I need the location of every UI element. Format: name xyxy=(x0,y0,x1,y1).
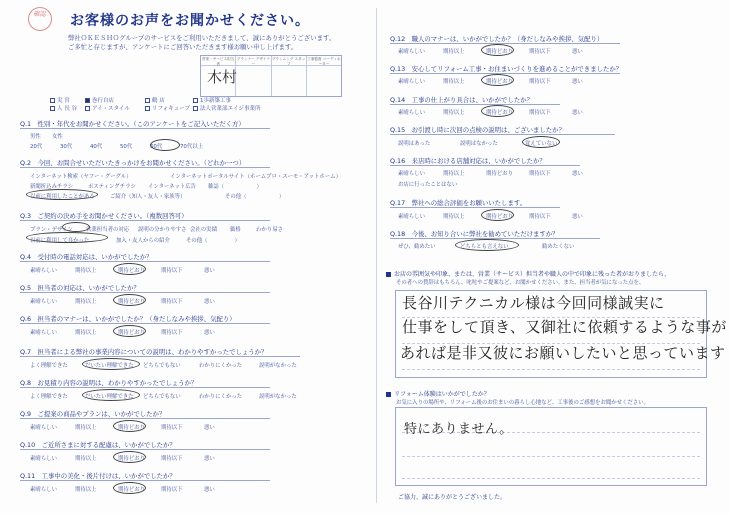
option[interactable]: 営業担当者の対応 xyxy=(86,227,130,233)
option[interactable]: 期待以下 xyxy=(161,268,183,274)
question-underline xyxy=(20,220,270,221)
option[interactable]: 期待どおり xyxy=(118,268,145,274)
question-underline xyxy=(20,261,270,262)
option[interactable]: 50代 xyxy=(120,144,133,150)
option[interactable]: わかりにくかった xyxy=(199,363,243,369)
handwritten-staff-name: 木村 xyxy=(207,68,238,86)
option[interactable]: 期待以上 xyxy=(75,330,97,336)
option[interactable]: だいたい理解できた xyxy=(85,394,134,400)
option[interactable]: 期待どおり xyxy=(486,171,513,177)
comment-rule xyxy=(402,369,700,370)
category-checkbox[interactable]: リフォキューブ xyxy=(145,104,190,112)
category-checkbox[interactable]: アイ・スタイル xyxy=(85,104,130,112)
question-underline xyxy=(20,323,270,324)
option[interactable]: 素晴らしい xyxy=(30,425,57,431)
category-checkbox[interactable]: 実 宮 xyxy=(50,96,70,104)
option[interactable]: 会社の実績 xyxy=(190,227,217,233)
option[interactable]: 価格 xyxy=(230,227,241,233)
option[interactable]: 女性 xyxy=(52,134,63,140)
answer-circle xyxy=(82,389,140,401)
option[interactable]: 期待以上 xyxy=(75,487,97,493)
option[interactable]: 期待以上 xyxy=(443,110,465,116)
question-q2: Q.2 今回、お問合せいただいたきっかけをお聞かせください。（どれか一つ） xyxy=(20,159,246,167)
option[interactable]: 雑誌（ ） xyxy=(208,184,262,190)
option[interactable]: ポスティングチラシ xyxy=(88,184,136,190)
answer-circle xyxy=(113,482,146,494)
option[interactable]: 素晴らしい xyxy=(398,214,425,220)
category-checkbox[interactable]: 1歩新築工事 xyxy=(193,96,231,104)
question-underline xyxy=(390,134,615,135)
question-q3: Q.3 ご契約の決め手をお聞かせください。（複数回答可） xyxy=(20,212,188,220)
option[interactable]: 期待以上 xyxy=(75,456,97,462)
question-q14: Q.14 工事の仕上がり具合は、いかがでしたか？ xyxy=(390,96,534,104)
option[interactable]: 悪い xyxy=(204,268,215,274)
question-underline xyxy=(20,387,270,388)
question-q17: Q.17 弊社への総合評価をお願いいたします。 xyxy=(390,199,527,207)
option[interactable]: 期待どおり xyxy=(486,214,513,220)
option[interactable]: 期待以下 xyxy=(161,487,183,493)
confirmation-stamp: 確認 xyxy=(28,7,52,31)
question-q4: Q.4 受付時の電話対応は、いかがでしたか？ xyxy=(20,253,153,261)
question-q11: Q.11 工事中の美化・後片付けは、いかがでしたか？ xyxy=(20,472,176,480)
question-q12: Q.12 職人のマナーは、いかがでしたか？（身だしなみや挨拶、気配り） xyxy=(390,35,604,43)
option[interactable]: 勧めたくない xyxy=(542,244,575,250)
question-underline xyxy=(20,418,270,419)
staff-col-planning xyxy=(272,56,307,96)
option[interactable]: 以前に利用したことがある xyxy=(30,194,95,200)
answer-circle xyxy=(113,263,146,275)
staff-col-header: 工事監督 コーディネーター xyxy=(307,57,341,66)
option[interactable]: 20代 xyxy=(30,144,43,150)
intro-line-2: ご多忙と存じますが、アンケートにご回答いただきます様お願い申し上げます。 xyxy=(68,43,298,51)
answer-circle xyxy=(26,232,108,243)
option[interactable]: 素晴らしい xyxy=(398,79,425,85)
option[interactable]: 説明がなかった xyxy=(259,394,297,400)
option[interactable]: どちらでもない xyxy=(143,363,181,369)
question-underline xyxy=(20,480,270,481)
option[interactable]: 期待どおり xyxy=(118,487,145,493)
option[interactable]: 期待どおり xyxy=(118,456,145,462)
option[interactable]: 期待以下 xyxy=(529,79,551,85)
category-checkbox[interactable]: 鶴 店 xyxy=(145,96,165,104)
staff-col-header: プランニング スタッフ xyxy=(271,57,306,66)
answer-circle xyxy=(113,325,146,337)
comment2-label-2: お気に入りの場所や、リフォーム後のお住まいの暮らし心地など、工事後のご感想をお聞かせください。 xyxy=(396,400,649,406)
answer-circle xyxy=(113,420,146,432)
option[interactable]: 説明がなかった xyxy=(259,363,297,369)
question-underline xyxy=(20,449,270,450)
option[interactable]: ぜひ、勧めたい xyxy=(398,244,436,250)
option[interactable]: 以前に利用して良かった xyxy=(30,238,90,244)
handwritten-comment-line-2: 仕事をして頂き、又御社に依頼するような事が xyxy=(402,318,727,336)
option[interactable]: 悪い xyxy=(572,214,583,220)
option[interactable]: 加入・友人からの紹介 xyxy=(116,238,170,244)
question-underline xyxy=(20,128,270,129)
option[interactable]: よく理解できた xyxy=(30,363,68,369)
option[interactable]: 期待以上 xyxy=(443,79,465,85)
handwritten-comment-line-1: 長谷川テクニカル様は今回同様誠実に xyxy=(402,294,665,312)
answer-circle xyxy=(62,222,90,232)
q16-options xyxy=(398,169,583,177)
option[interactable]: 素晴らしい xyxy=(398,171,425,177)
option[interactable]: その他（ ） xyxy=(186,238,240,244)
option[interactable]: 悪い xyxy=(204,330,215,336)
survey-title: お客様のお声をお聞かせください。 xyxy=(70,13,310,29)
answer-circle xyxy=(481,44,514,56)
option[interactable]: その他（ ） xyxy=(225,194,285,200)
q8-options xyxy=(30,392,297,400)
q7-options xyxy=(30,361,297,369)
option[interactable]: 期待以下 xyxy=(529,110,551,116)
option[interactable]: 期待以下 xyxy=(161,425,183,431)
option[interactable]: 期待以上 xyxy=(443,49,465,55)
option[interactable]: 素晴らしい xyxy=(30,268,57,274)
question-underline xyxy=(390,165,580,166)
option[interactable]: 覚えていない xyxy=(525,141,558,147)
answer-circle xyxy=(113,294,146,306)
category-checkbox-checked[interactable]: 巻行自店 xyxy=(85,96,114,104)
category-checkbox[interactable]: 人 長 谷 xyxy=(50,104,77,112)
question-q8: Q.8 お見積り内容の説明は、わかりやすかったでしょうか？ xyxy=(20,379,198,387)
option[interactable]: 期待以下 xyxy=(161,330,183,336)
option[interactable]: お店に行ったことはない xyxy=(398,182,458,188)
q2-options-row1 xyxy=(30,172,341,180)
option[interactable]: 70代以上 xyxy=(180,144,204,150)
question-q16: Q.16 来店時における店舗対応は、いかがでしたか？ xyxy=(390,157,546,165)
option[interactable]: 素晴らしい xyxy=(30,456,57,462)
comment1-label: お店の雰囲気や印象、または、営業（サービス）担当者や職人の中で印象に残った者がおりましたら、 xyxy=(386,269,670,278)
option[interactable]: 期待以上 xyxy=(75,268,97,274)
handwritten-comment-2: 特にありません。 xyxy=(404,422,513,437)
option[interactable]: インターネット検索（ヤフー・グーグル） xyxy=(30,174,132,180)
footer-thanks: ご協力、誠にありがとうございました。 xyxy=(398,494,507,501)
option[interactable]: 悪い xyxy=(204,487,215,493)
option[interactable]: 説明の分かりやすさ xyxy=(138,227,187,233)
staff-col-header: プランナー デザイナー xyxy=(236,57,270,66)
answer-circle xyxy=(481,74,514,86)
staff-col-header: 営業・サービス担当者 xyxy=(201,57,235,66)
option[interactable]: 説明はなかった xyxy=(460,141,498,147)
option[interactable]: 新聞折込みチラシ xyxy=(30,184,74,190)
answer-circle xyxy=(150,139,180,151)
option[interactable]: 40代 xyxy=(90,144,103,150)
answer-circle xyxy=(481,209,514,221)
intro-line-1: 弊社ＯＫＥＳＨＯグループのサービスをご利用いただきまして、誠にありがとうございます。 xyxy=(68,34,336,42)
option[interactable]: 悪い xyxy=(204,456,215,462)
comment-rule xyxy=(402,456,700,457)
option[interactable]: よく理解できた xyxy=(30,394,68,400)
option[interactable]: インターネット広告 xyxy=(148,184,197,190)
option[interactable]: 期待以下 xyxy=(529,171,551,177)
option[interactable]: 素晴らしい xyxy=(30,487,57,493)
option[interactable]: 悪い xyxy=(204,299,215,305)
option[interactable]: どちらとも言えない xyxy=(460,244,509,250)
question-underline xyxy=(20,292,270,293)
option[interactable]: 期待以上 xyxy=(443,214,465,220)
option[interactable]: どちらでもない xyxy=(143,394,181,400)
option[interactable]: 期待以下 xyxy=(161,456,183,462)
question-underline xyxy=(20,167,270,168)
option[interactable]: プラン・デザイン xyxy=(30,227,73,233)
option[interactable]: 期待以下 xyxy=(161,299,183,305)
category-checkbox[interactable]: 法人営業部エイジ事業所 xyxy=(193,104,261,112)
option[interactable]: 期待どおり xyxy=(118,330,145,336)
option[interactable]: 期待どおり xyxy=(486,79,513,85)
option[interactable]: わかり易さ xyxy=(256,227,283,233)
answer-circle xyxy=(522,136,560,148)
comment-rule xyxy=(402,478,700,479)
option[interactable]: 悪い xyxy=(204,425,215,431)
question-q9: Q.9 ご提案の商品やプランは、いかがでしたか？ xyxy=(20,410,166,418)
option[interactable]: 期待以上 xyxy=(75,425,97,431)
question-q10: Q.10 ご近所さまに対する配慮は、いかがでしたか？ xyxy=(20,441,176,449)
option[interactable]: 期待以下 xyxy=(529,49,551,55)
option[interactable]: 悪い xyxy=(572,79,583,85)
question-q5: Q.5 担当者の対応は、いかがでしたか？ xyxy=(20,284,140,292)
question-q1: Q.1 性別・年代をお聞かせください。（このアンケートをご記入いただく方） xyxy=(20,120,245,128)
option[interactable]: 素晴らしい xyxy=(30,330,57,336)
question-q6: Q.6 担当者のマナーは、いかがでしたか？（身だしなみや挨拶、気配り） xyxy=(20,315,236,323)
question-q18: Q.18 今後、お知り合いに弊社を勧めていただけますか？ xyxy=(390,230,559,238)
option[interactable]: 悪い xyxy=(572,171,583,177)
question-underline xyxy=(390,207,560,208)
handwritten-comment-line-3: あれば是非又彼にお願いしたいと思っています xyxy=(400,344,726,362)
survey-intro xyxy=(68,34,335,52)
option[interactable]: 30代 xyxy=(60,144,73,150)
question-q7: Q.7 担当者による弊社の事業内容についての説明は、わかりやすかったでしょうか？ xyxy=(20,348,268,356)
answer-circle xyxy=(26,189,98,200)
option[interactable]: 期待どおり xyxy=(486,110,513,116)
option[interactable]: わかりにくかった xyxy=(199,394,243,400)
option[interactable]: インターネットポータルサイト（ホームプロ・スーモ・アットホーム） xyxy=(170,174,341,180)
question-underline xyxy=(390,104,560,105)
option[interactable]: 素晴らしい xyxy=(398,110,425,116)
option[interactable]: 期待以上 xyxy=(75,299,97,305)
question-q13: Q.13 安心してリフォーム工事・お住まいづくりを進めることができましたか？ xyxy=(390,65,623,73)
option[interactable]: ご紹介（知人・友人・家族等） xyxy=(110,194,186,200)
answer-circle xyxy=(82,358,140,370)
option[interactable]: 期待以上 xyxy=(443,171,465,177)
question-underline xyxy=(20,356,300,357)
staff-col-planner xyxy=(236,56,271,96)
option[interactable]: 悪い xyxy=(572,110,583,116)
option[interactable]: 説明はあった xyxy=(398,141,431,147)
comment2-label: リフォーム体験はいかがでしたか？ xyxy=(386,389,490,398)
option[interactable]: 男性 xyxy=(30,134,41,140)
option[interactable]: 60代 xyxy=(150,144,163,150)
option[interactable]: 素晴らしい xyxy=(398,49,425,55)
answer-circle xyxy=(481,105,514,117)
page-center-divider xyxy=(376,8,377,503)
staff-col-supervisor xyxy=(307,56,341,96)
option[interactable]: だいたい理解できた xyxy=(85,363,134,369)
option[interactable]: 期待どおり xyxy=(486,49,513,55)
option[interactable]: 期待どおり xyxy=(118,299,145,305)
answer-circle xyxy=(455,239,519,251)
q16-options-row2 xyxy=(398,180,457,188)
option[interactable]: 期待以下 xyxy=(529,214,551,220)
option[interactable]: 悪い xyxy=(572,49,583,55)
option[interactable]: 素晴らしい xyxy=(30,299,57,305)
q1-gender-options xyxy=(30,132,63,140)
comment1-label-2: その者への賛辞はもちろん、叱咤やご提案など、お聞かせください。また、担当者が気になった点を、 xyxy=(396,280,645,286)
question-q15: Q.15 お引渡し時に次回の点検の説明は、ございましたか？ xyxy=(390,126,565,134)
option[interactable]: 期待どおり xyxy=(118,425,145,431)
answer-circle xyxy=(113,451,146,463)
